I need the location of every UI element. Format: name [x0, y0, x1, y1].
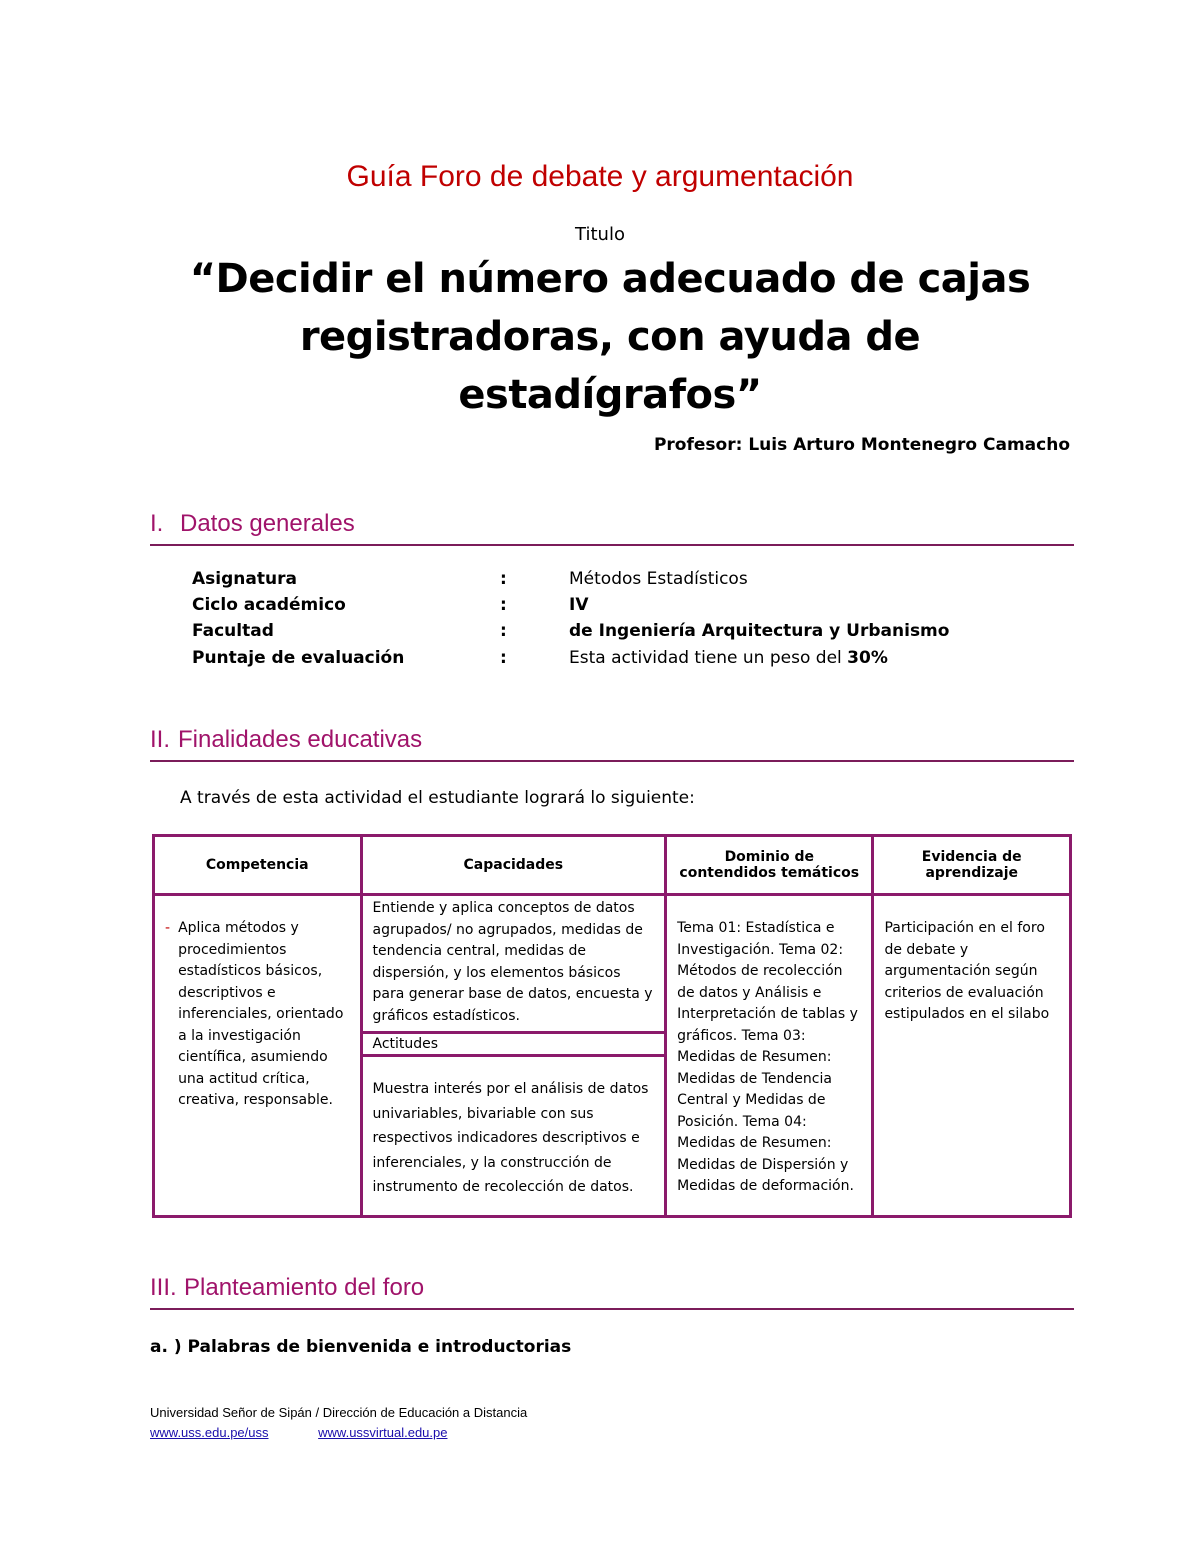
info-row-ciclo: [192, 595, 992, 621]
info-colon: :: [500, 648, 507, 668]
header-competencia: Competencia: [154, 836, 362, 895]
dominio-text: Tema 01: Estadística e Investigación. Tema 02: Métodos de recolección de datos y Análisis e Interpretación de tablas y gráficos. Tema 03: Medidas de Resumen: Medidas de Tendencia Central y Medidas de Posición. Tema 04: Medidas de Resumen: Medidas de Dispersión y Medidas de deformación.: [677, 920, 858, 1194]
section-number: II.: [150, 726, 171, 753]
guide-title: Guía Foro de debate y argumentación: [346, 160, 854, 193]
capacidades-text: Entiende y aplica conceptos de datos agrupados/ no agrupados, medidas de tendencia central, medidas de dispersión, y los elementos básicos para generar base de datos, encuesta y gráficos estadísticos.: [372, 900, 653, 1024]
info-label: Ciclo académico: [192, 595, 346, 615]
evidencia-text: Participación en el foro de debate y argumentación según criterios de evaluación estipulados en el silabo: [884, 920, 1050, 1022]
cell-evidencia: [873, 895, 1071, 1217]
info-value: Métodos Estadísticos: [569, 569, 748, 589]
info-row-facultad: [192, 621, 992, 647]
table-row: [154, 895, 1071, 1217]
main-title: [150, 250, 1070, 424]
section-title: Planteamiento del foro: [184, 1274, 425, 1301]
main-title-line1: “Decidir el número adecuado de cajas: [189, 256, 1031, 302]
info-value-percent: 30%: [847, 648, 888, 668]
bullet-dash: -: [165, 920, 171, 936]
info-value-text: Esta actividad tiene un peso del: [569, 648, 848, 668]
info-label: Facultad: [192, 621, 274, 641]
footer-link-ussvirtual[interactable]: www.ussvirtual.edu.pe: [318, 1425, 448, 1440]
header-capacidades: Capacidades: [361, 836, 666, 895]
info-colon: :: [500, 595, 507, 615]
profesor-name: Profesor: Luis Arturo Montenegro Camacho: [653, 435, 1070, 455]
header-evidencia: Evidencia de aprendizaje: [873, 836, 1071, 895]
info-label: Puntaje de evaluación: [192, 648, 405, 668]
section-number: I.: [150, 510, 164, 537]
cell-capacidades: [361, 895, 666, 1217]
info-row-asignatura: [192, 569, 992, 595]
actitudes-label: Actitudes: [363, 1031, 665, 1057]
info-colon: :: [500, 621, 507, 641]
actitudes-text: Muestra interés por el análisis de datos univariables, bivariable con sus respectivos indicadores descriptivos e inferenciales, y la construcción de instrumento de recolección de datos.: [372, 1081, 649, 1195]
info-colon: :: [500, 569, 507, 589]
info-label: Asignatura: [192, 569, 297, 589]
section-heading-datos-generales: [150, 510, 1074, 546]
section-heading-planteamiento: [150, 1274, 1074, 1310]
main-title-line2: registradoras, con ayuda de estadígrafos”: [299, 314, 921, 418]
footer-links: [150, 1425, 493, 1440]
section-title: Finalidades educativas: [178, 726, 423, 753]
footer-institution: Universidad Señor de Sipán / Dirección de Educación a Distancia: [150, 1405, 528, 1420]
info-value: de Ingeniería Arquitectura y Urbanismo: [569, 621, 950, 641]
info-value: [569, 648, 888, 668]
info-value: IV: [569, 595, 589, 615]
planteamiento-item-a: a. ) Palabras de bienvenida e introductorias: [150, 1337, 572, 1357]
footer-link-uss[interactable]: www.uss.edu.pe/uss: [150, 1425, 269, 1440]
table-header-row: [154, 836, 1071, 895]
header-dominio: Dominio de contendidos temáticos: [666, 836, 873, 895]
titulo-label: Titulo: [575, 224, 625, 245]
section-title: Datos generales: [180, 510, 355, 537]
competencia-text: Aplica métodos y procedimientos estadísticos básicos, descriptivos e inferenciales, orientado a la investigación científica, asumiendo una actitud crítica, creativa, responsable.: [178, 920, 344, 1108]
cell-competencia: [154, 895, 362, 1217]
finalidades-intro: A través de esta actividad el estudiante logrará lo siguiente:: [180, 788, 695, 808]
competencias-table: [152, 834, 1072, 1218]
section-heading-finalidades: [150, 726, 1074, 762]
cell-dominio: [666, 895, 873, 1217]
section-number: III.: [150, 1274, 177, 1301]
info-row-puntaje: [192, 648, 992, 674]
